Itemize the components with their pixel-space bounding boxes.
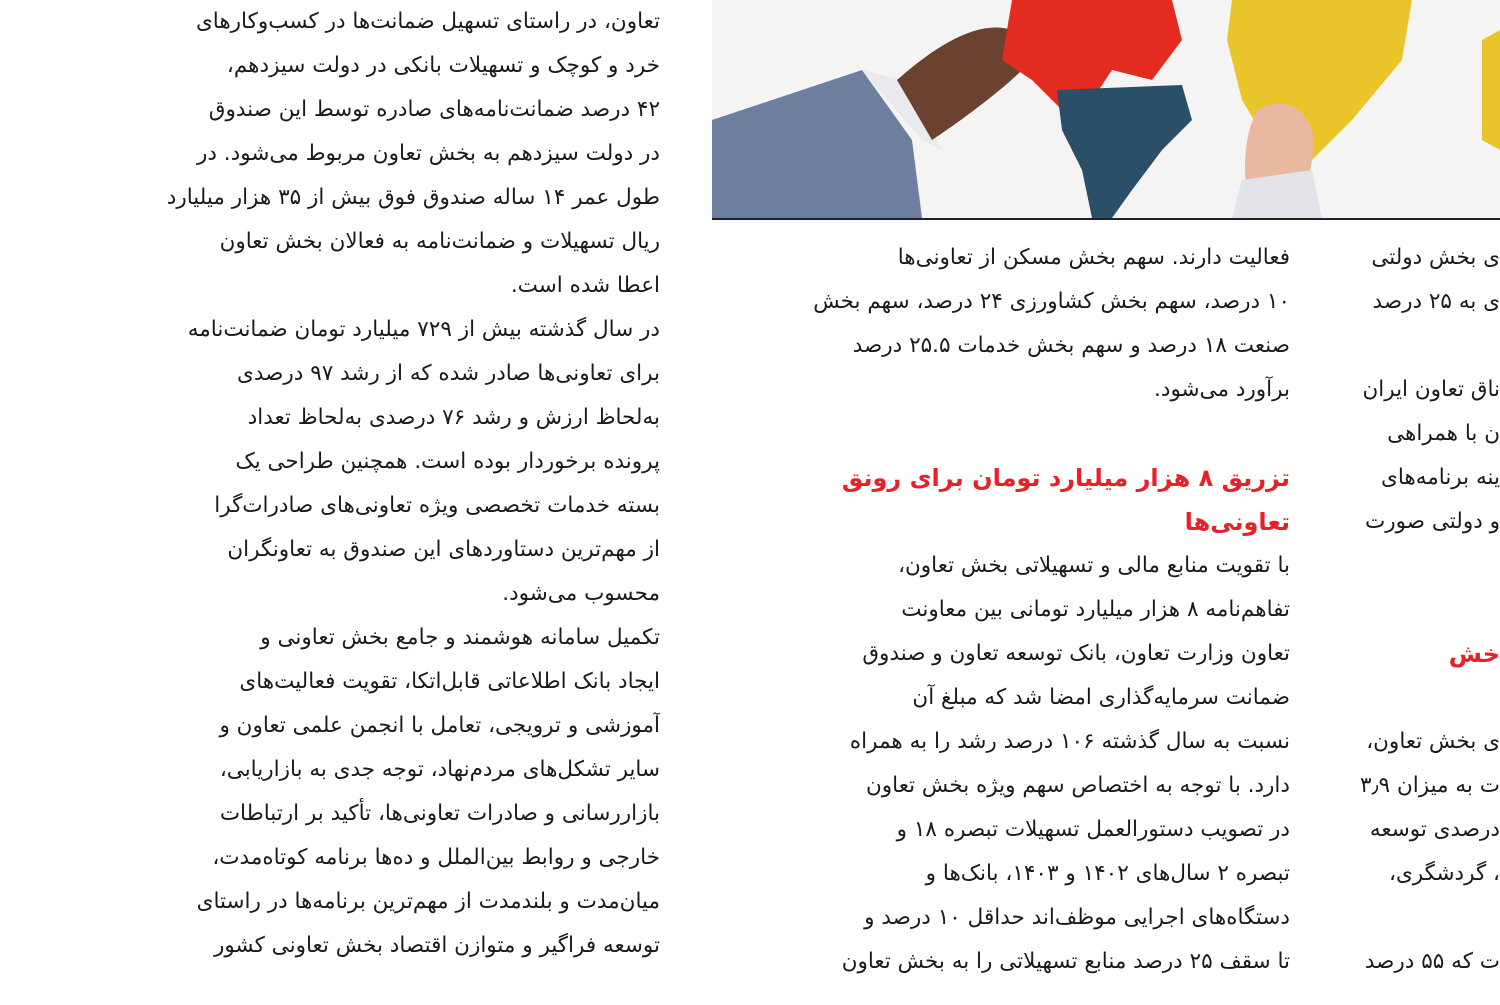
text-line: توسعه فراگیر و متوازن اقتصاد بخش تعاونی کشور [213,933,660,958]
text-line: درصدی توسعه [1369,817,1500,842]
article-photo [712,0,1500,220]
text-line: ی بخش دولتی [1371,245,1500,270]
text-line: خارجی و روابط بین‌الملل و ده‌ها برنامه کوتاه‌مدت، [212,845,660,870]
article-column-left [80,0,660,1005]
text-line: سایر تشکل‌های مردم‌نهاد، توجه جدی به بازاریابی، [219,757,660,782]
text-line: ی به ۲۵ درصد [1372,289,1500,314]
text-line: ت به میزان ۳٫۹ [1360,773,1500,798]
text-line: تا سقف ۲۵ درصد منابع تسهیلاتی را به بخش تعاون [841,949,1290,974]
text-line: از مهم‌ترین دستاوردهای این صندوق به تعاونگران [227,537,660,562]
puzzle-hands-illustration [712,0,1500,218]
text-line: ینه برنامه‌های [1381,465,1500,490]
section-headline: خش [1448,640,1500,668]
text-line: فعالیت دارند. سهم بخش مسکن از تعاونی‌ها [897,245,1290,270]
paragraph-gap [1342,324,1500,368]
text-line: ن با همراهی [1387,421,1500,446]
article-column-right [1342,236,1500,1005]
text-line: تفاهم‌نامه ۸ هزار میلیارد تومانی بین معاونت [901,597,1290,622]
text-line: بسته خدمات تخصصی ویژه تعاونی‌های صادرات‌گرا [214,493,660,518]
text-line: تعاون، در راستای تسهیل ضمانت‌ها در کسب‌و‌کارهای [195,9,660,34]
text-line: طول عمر ۱۴ ساله صندوق فوق بیش از ۳۵ هزار میلیارد [166,185,660,210]
text-line: برآورد می‌شود. [1154,377,1290,402]
text-line: دستگاه‌های اجرایی موظف‌اند حداقل ۱۰ درصد و [864,905,1290,930]
paragraph-gap [1342,544,1500,588]
text-line: ت که ۵۵ درصد [1364,949,1500,974]
text-line: تبصره ۲ سال‌های ۱۴۰۲ و ۱۴۰۳، بانک‌ها و [925,861,1290,886]
text-line: نسبت به سال گذشته ۱۰۶ درصد رشد را به همراه [849,729,1290,754]
text-line: خرد و کوچک و تسهیلات بانکی در دولت سیزدهم، [226,53,660,78]
text-line: ایجاد بانک اطلاعاتی قابل‌اتکا، تقویت فعالیت‌های [239,669,660,694]
text-line: با تقویت منابع مالی و تسهیلاتی بخش تعاون، [898,553,1290,578]
text-line: در سال گذشته بیش از ۷۲۹ میلیارد تومان ضمانت‌نامه [187,317,660,342]
text-line: تکمیل سامانه هوشمند و جامع بخش تعاونی و [260,625,660,650]
text-line: ۴۲ درصد ضمانت‌نامه‌های صادره توسط این صندوق [208,97,660,122]
section-headline: تزریق ۸ هزار میلیارد تومان برای رونق [841,464,1290,492]
paragraph-gap [1342,896,1500,940]
paragraph-gap [1342,676,1500,720]
section-headline: تعاونی‌ها [1184,508,1290,536]
text-line: ریال تسهیلات و ضمانت‌نامه به فعالان بخش تعاون [219,229,660,254]
text-line: محسوب می‌شود. [502,581,660,606]
text-line: ضمانت سرمایه‌گذاری امضا شد که مبلغ آن [912,685,1290,710]
paragraph-gap [712,412,1290,456]
text-line: ۱۰ درصد، سهم بخش کشاورزی ۲۴ درصد، سهم بخش [813,289,1290,314]
text-line: در تصویب دستورالعمل تسهیلات تبصره ۱۸ و [896,817,1290,842]
text-line: پرونده برخوردار بوده است. همچنین طراحی یک [235,449,660,474]
text-line: اعطا شده است. [510,273,660,298]
text-line: برای تعاونی‌ها صادر شده که از رشد ۹۷ درصدی [237,361,660,386]
paragraph-gap [1342,588,1500,632]
text-line: بازاررسانی و صادرات تعاونی‌ها، تأکید بر ارتباطات [219,801,660,826]
text-line: میان‌مدت و بلندمدت از مهم‌ترین برنامه‌ها در راستای [196,889,660,914]
text-line: به‌لحاظ ارزش و رشد ۷۶ درصدی به‌لحاظ تعداد [247,405,660,430]
text-line: تعاون وزارت تعاون، بانک توسعه تعاون و صندوق [862,641,1290,666]
text-line: صنعت ۱۸ درصد و سهم بخش خدمات ۲۵.۵ درصد [852,333,1290,358]
text-line: ، گردشگری، [1389,861,1500,886]
article-column-middle [712,236,1290,1005]
text-line: دارد. با توجه به اختصاص سهم ویژه بخش تعاون [866,773,1290,798]
text-line: ناق تعاون ایران [1362,377,1500,402]
text-line: و دولتی صورت [1365,509,1500,534]
text-line: ی بخش تعاون، [1366,729,1500,754]
text-line: در دولت سیزدهم به بخش تعاون مربوط می‌شود. در [197,141,660,166]
text-line: آموزشی و ترویجی، تعامل با انجمن علمی تعاون و [219,713,660,738]
